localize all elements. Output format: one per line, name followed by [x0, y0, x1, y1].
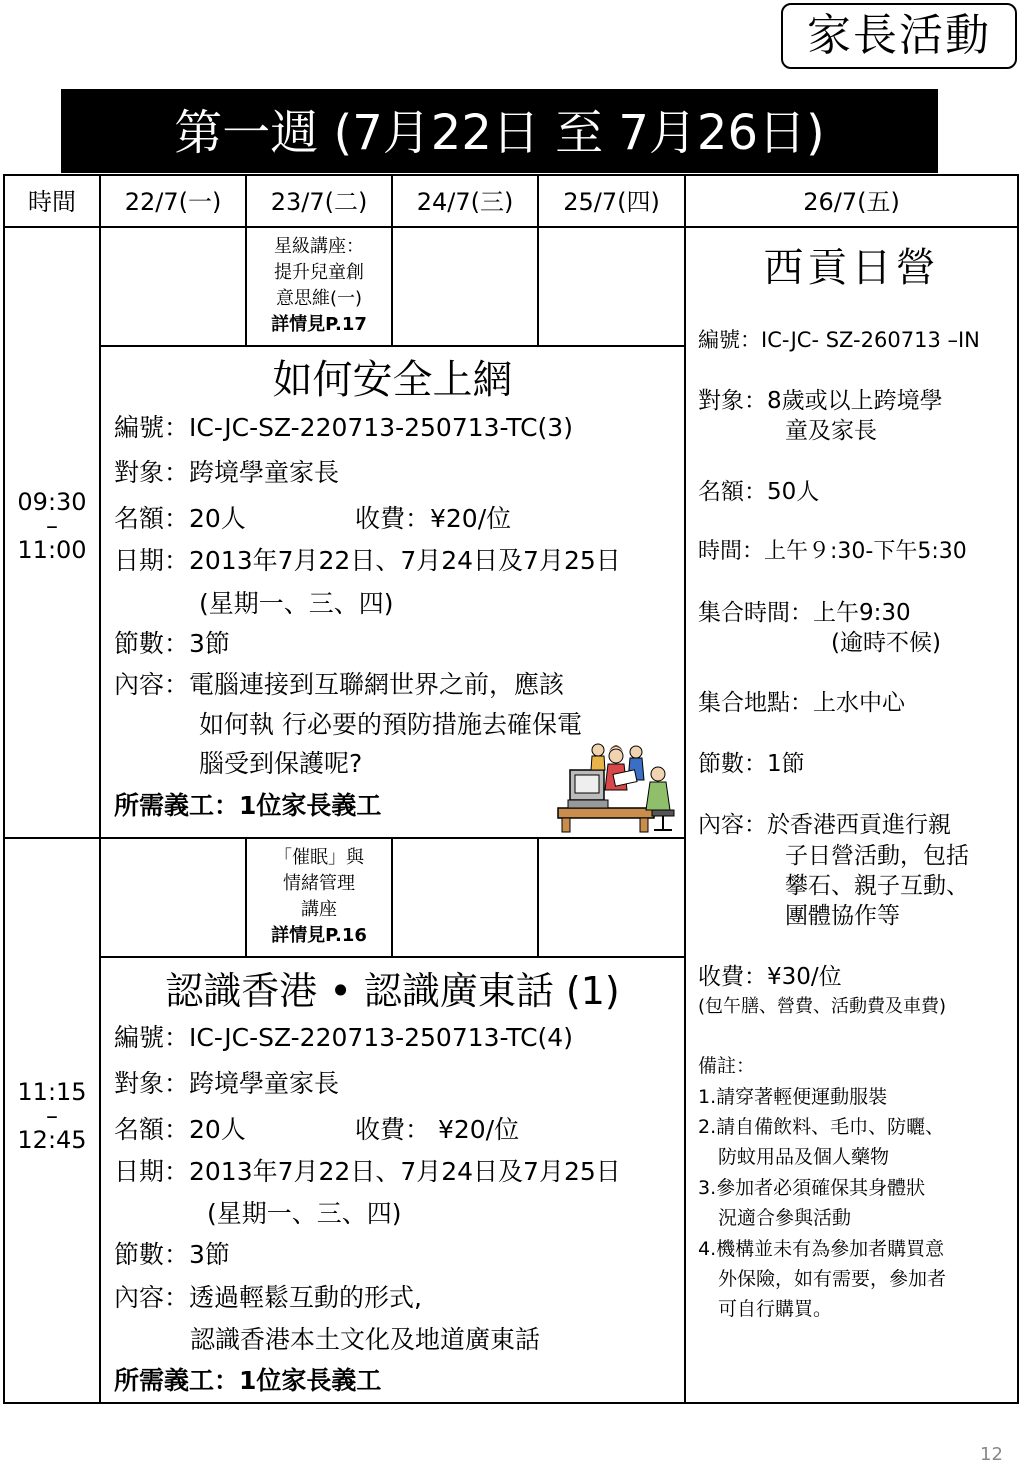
- slot2-time: [4, 1076, 100, 1156]
- slot2-sessions: 節數：3節: [114, 1240, 230, 1269]
- header-day-mon: 22/7(一): [124, 188, 222, 216]
- slot2-time-end: 12:45: [17, 1126, 87, 1154]
- slot2-content-1: 內容：透過輕鬆互動的形式,: [114, 1283, 422, 1312]
- header-day-fri: 26/7(五): [803, 188, 900, 216]
- slot1-fee: 收費：¥20/位: [355, 504, 512, 533]
- slot1-time-end: 11:00: [17, 536, 87, 564]
- camp-title: 西貢日營: [763, 245, 940, 291]
- camp-remark-4c: 可自行購買。: [718, 1298, 833, 1320]
- page-number: 12: [980, 1444, 1003, 1465]
- lecture-line: 提升兒童創: [274, 262, 364, 283]
- slot1-time-start: 09:30: [17, 488, 87, 516]
- camp-content-1: 內容：於香港西貢進行親: [698, 812, 951, 838]
- section-badge: 家長活動: [781, 3, 1017, 69]
- cell-divider: [391, 837, 393, 957]
- slot1-content-2: 如何執 行必要的預防措施去確保電: [199, 710, 582, 739]
- slot2-time-dash: –: [46, 1102, 58, 1130]
- slot1-quota: 名額：20人: [114, 504, 246, 533]
- slot2-fee: 收費： ¥20/位: [355, 1115, 520, 1144]
- camp-gather-place: 集合地點：上水中心: [698, 690, 905, 716]
- header-time: 時間: [28, 188, 76, 216]
- slot1-volunteer: 所需義工：1位家長義工: [114, 791, 382, 820]
- camp-remark-2b: 防蚊用品及個人藥物: [718, 1146, 890, 1168]
- camp-remark-3: 3.參加者必須確保其身體狀: [698, 1177, 926, 1199]
- lecture-line: 星級講座：: [274, 236, 364, 257]
- camp-remark-4: 4.機構並未有為參加者購買意: [698, 1238, 945, 1260]
- camp-content-3: 攀石、親子互動、: [785, 873, 969, 899]
- cell-divider: [99, 956, 686, 958]
- lecture-detail-ref: 詳情見P.16: [271, 925, 367, 946]
- header-divider: [3, 226, 1019, 228]
- table-border-right: [1017, 174, 1019, 1404]
- slot2-volunteer: 所需義工：1位家長義工: [114, 1366, 382, 1395]
- lecture-detail-ref: 詳情見P.17: [271, 314, 367, 335]
- cell-divider: [99, 345, 686, 347]
- lecture-line: 意思維(一): [275, 288, 363, 309]
- slot2-quota: 名額：20人: [114, 1115, 246, 1144]
- camp-content-2: 子日營活動，包括: [785, 843, 969, 869]
- slot1-title: 如何安全上網: [272, 357, 513, 403]
- slot-divider: [3, 837, 686, 839]
- cell-divider: [391, 226, 393, 346]
- table-border-left: [3, 174, 5, 1404]
- camp-code: 編號：IC-JC- SZ-260713 –IN: [698, 328, 980, 352]
- slot1-code: 編號：IC-JC-SZ-220713-250713-TC(3): [114, 413, 573, 442]
- friday-column-divider: [684, 174, 686, 1404]
- camp-remark-1: 1.請穿著輕便運動服裝: [698, 1086, 888, 1108]
- slot2-target: 對象：跨境學童家長: [114, 1069, 340, 1098]
- lecture-line: 「催眠」與: [274, 847, 364, 868]
- table-border-top: [3, 174, 1019, 176]
- computer-users-illustration: [556, 738, 682, 834]
- camp-fee: 收費：¥30/位: [698, 964, 842, 990]
- camp-target-1: 對象：8歲或以上跨境學: [698, 388, 943, 414]
- header-day-wed: 24/7(三): [416, 188, 514, 216]
- camp-gather-note: (逾時不候): [831, 630, 941, 656]
- slot1-date: 日期：2013年7月22日、7月24日及7月25日: [114, 546, 621, 575]
- table-border-bottom: [3, 1402, 1019, 1404]
- slot1-content-3: 腦受到保護呢?: [199, 749, 363, 778]
- slot2-time-start: 11:15: [17, 1078, 87, 1106]
- lecture-line: 情緒管理: [283, 873, 355, 894]
- camp-target-2: 童及家長: [785, 418, 877, 444]
- camp-time: 時間：上午９:30-下午5:30: [698, 539, 967, 564]
- camp-fee-note: (包午膳、營費、活動費及車費): [698, 996, 947, 1017]
- header-day-tue: 23/7(二): [270, 188, 368, 216]
- slot2-code: 編號：IC-JC-SZ-220713-250713-TC(4): [114, 1023, 573, 1052]
- camp-remarks-title: 備註：: [698, 1055, 756, 1077]
- cell-divider: [537, 837, 539, 957]
- camp-content-4: 團體協作等: [785, 903, 900, 929]
- camp-quota: 名額：50人: [698, 479, 820, 505]
- slot2-title: 認識香港 • 認識廣東話 (1): [165, 969, 620, 1013]
- slot2-lecture-cell: [247, 845, 391, 949]
- slot1-time-dash: –: [46, 512, 58, 540]
- camp-gather-time: 集合時間：上午9:30: [698, 600, 911, 626]
- slot1-lecture-cell: [247, 234, 391, 338]
- slot2-date-days: (星期一、三、四): [207, 1199, 402, 1228]
- slot2-content-2: 認識香港本土文化及地道廣東話: [190, 1325, 541, 1354]
- camp-remark-4b: 外保險，如有需要，參加者: [718, 1268, 947, 1290]
- week-title-banner: 第一週 (7月22日 至 7月26日): [61, 89, 938, 173]
- slot2-date: 日期：2013年7月22日、7月24日及7月25日: [114, 1157, 621, 1186]
- camp-remark-2: 2.請自備飲料、毛巾、防曬、: [698, 1116, 945, 1138]
- slot1-date-days: (星期一、三、四): [199, 589, 394, 618]
- slot1-sessions: 節數：3節: [114, 629, 230, 658]
- slot1-content-1: 內容：電腦連接到互聯網世界之前，應該: [114, 670, 565, 699]
- lecture-line: 講座: [301, 899, 337, 920]
- slot1-target: 對象：跨境學童家長: [114, 458, 340, 487]
- camp-remark-3b: 況適合參與活動: [718, 1207, 852, 1229]
- cell-divider: [537, 226, 539, 346]
- slot1-time: [4, 486, 100, 566]
- camp-sessions: 節數：1節: [698, 751, 805, 777]
- header-day-thu: 25/7(四): [563, 188, 660, 216]
